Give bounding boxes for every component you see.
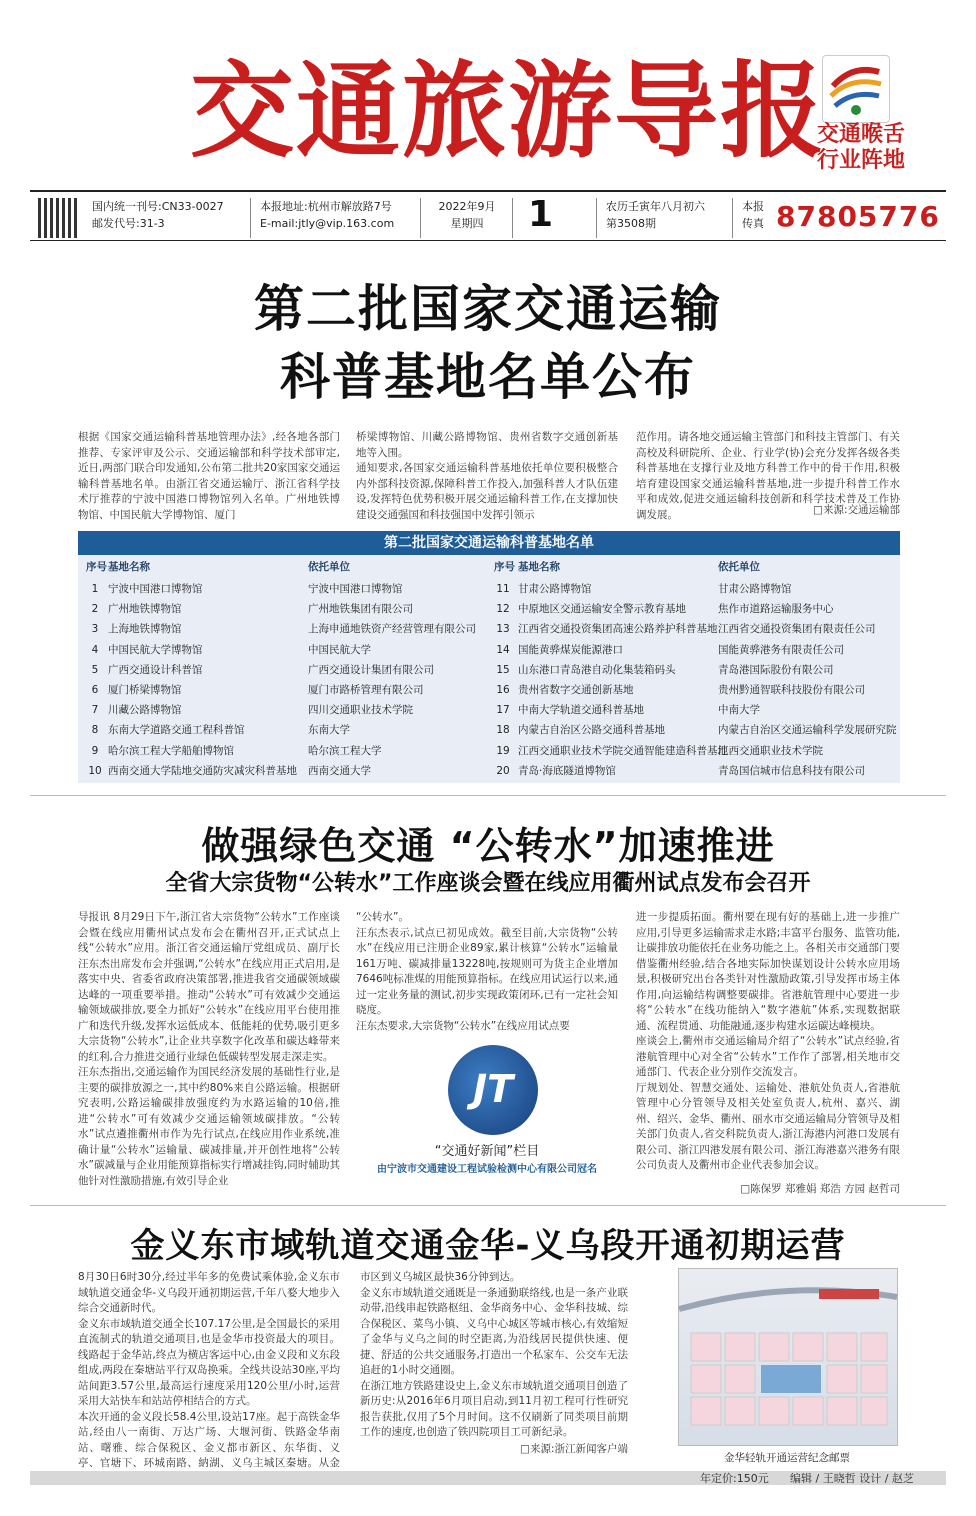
table-cell: 上海地铁博物馆 (108, 623, 182, 636)
base-list-table (78, 555, 900, 783)
table-cell: 8 (91, 724, 99, 737)
table-cell: 焦作市道路运输服务中心 (718, 603, 834, 616)
table-cell: 青岛·海底隧道博物馆 (518, 764, 616, 777)
table-row (78, 619, 900, 639)
table-row (78, 741, 900, 761)
table-cell: 中原地区交通运输安全警示教育基地 (518, 603, 686, 616)
divider (512, 198, 513, 238)
lunar-date: 农历壬寅年八月初六 (606, 200, 705, 213)
table-cell: 14 (496, 643, 510, 656)
table-cell: 广西交通设计科普馆 (108, 663, 203, 676)
divider (732, 198, 733, 238)
table-title: 第二批国家交通运输科普基地名单 (78, 531, 900, 555)
badge-sponsor: 由宁波市交通建设工程试验检测中心有限公司冠名 (377, 1164, 597, 1175)
table-cell: 青岛港国际股份有限公司 (718, 663, 834, 676)
article2-column3: 进一步提质拓面。衢州要在现有好的基础上,进一步推广应用,引导更多运输需求走水路;丰富平台服务、监管功能,让碳排放功能依托在业务功能之上。各相关市交通部门要借鉴衢州经验,结合各地实际加快谋划设计公转水应用场景,积极研究出台各类针对性激励政策,引导发挥市场主体作用,向运输结构调整要碳排。省港航管理中心要进一步将“公转水”在线功能纳入“数字港航”体系,实现数据联通、流程贯通、功能融通,逐步构建水运碳达峰模块。 座谈会上,衢州市交通运输局介绍了“公转水”试点经验,省港航管理中心对全省“公转水”工作作了部署,相关地市交通部门、代表企业分别作交流发言。 厅规划处、智慧交通处、运输处、港航处负责人,省港航管理中心分管领导及相关处室负责人,杭州、嘉兴、湖州、绍兴、金华、衢州、丽水市交通运输局分管领导及相关部门负责人,省交科院负责人,浙江海港内河港口发展有限公司、浙江四港发展有限公司、浙江海港嘉兴港务有限公司负责人及衢州市企业代表参加会议。 (636, 911, 900, 1171)
badge-caption: “交通好新闻”栏目 (434, 1144, 540, 1159)
table-cell: 中国民航大学 (308, 643, 371, 656)
header-rule-bottom (30, 240, 946, 241)
divider (420, 198, 421, 238)
divider (596, 198, 597, 238)
article1-headline: 第二批国家交通运输 (254, 280, 722, 338)
issue-period: 第3508期 (606, 217, 656, 230)
article2-column2: “公转水”。 汪东杰表示,试点已初见成效。截至目前,大宗货物“公转水”在线应用已注册企业89家,累计核算“公转水”运输量161万吨、碳减排量13228吨,按规则可为货主企业增加7646吨标准煤的用能预算指标。在线应用试运行以来,通过一定业务量的测试,初步实现政策闭环,已有一定社会知晓度。 汪东杰要求,大宗货物“公转水”在线应用试点要 (356, 911, 618, 1032)
table-row (78, 599, 900, 619)
table-cell: 四川交通职业技术学院 (308, 704, 413, 717)
table-header-cell: 序号 (86, 561, 107, 573)
issue-weekday: 星期四 (450, 217, 484, 230)
article3-source: □来源:浙江新闻客户端 (520, 1443, 628, 1455)
table-cell: 5 (91, 663, 99, 676)
table-cell: 江西交通职业技术学院交通智能建造科普基地 (518, 744, 728, 757)
fax-label-1: 本报 (742, 200, 764, 213)
stamp-sheet-image (678, 1268, 898, 1446)
table-cell: 西南交通大学 (308, 764, 371, 777)
table-cell: 国能黄骅港务有限责任公司 (718, 643, 844, 656)
date-info (432, 198, 502, 236)
table-cell: 15 (496, 663, 510, 676)
table-cell: 川藏公路博物馆 (108, 704, 182, 717)
article2-column1: 导报讯 8月29日下午,浙江省大宗货物“公转水”工作座谈会暨在线应用衢州试点发布会在衢州召开,正式试点上线“公转水”应用。浙江省交通运输厅党组成员、副厅长汪东杰出席发布会并强调,“公转水”在线应用正式启用,是落实中央、省委省政府决策部署,推进我省交通碳领域碳达峰的一项重要举措。推动“公转水”可有效减少交通运输领域碳排放,要全力抓好“公转水”在线应用平台使用推广和迭代升级,发挥水运低成本、低能耗的优势,吸引更多大宗货物“公转水”,让企业共享数字化改革和碳达峰带来的红利,合力推进交通行业绿色低碳转型发展走深走实。 汪东杰指出,交通运输作为国民经济发展的基础性行业,是主要的碳排放源之一,其中约80%来自公路运输。根据研究表明,公路运输碳排放强度约为水路运输的10倍,推进“公转水”可有效减少交通运输领域碳排放。“公转水”试点遴推衢州市作为先行试点,在线应用作业系统,准确计量“公转水”运输量、碳减排量,并开创性地将“公转水”碳减量与企业用能预算指标实行增减挂钩,同时辅助其他针对性激励措施,有效引导企业 (78, 911, 340, 1187)
table-cell: 17 (496, 704, 510, 717)
article3-column1: 8月30日6时30分,经过半年多的免费试乘体验,金义东市域轨道交通金华-义乌段开通初期运营,千年八婺大地步入综合交通新时代。 金义东市域轨道交通全长107.17公里,是全国最长的采用直流制式的轨道交通项目,也是金华市投资最大的项目。线路起于金华站,终点为横店客运中心,由金义段和义东段组成,两段在秦塘站平行双岛换乘。全线共设站30座,平均站间距3.57公里,最高运行速度采用120公里/小时,运营采用大站快车和站站停相结合的方式。 本次开通的金义段长58.4公里,设站17座。起于高铁金华站,经由八一南街、万达广场、大堰河街、铁路金华南站、曙雅、综合保税区、金义都市新区、东华街、义亭、官塘下、环城南路、納湖、义乌主城区秦塘。从金 (78, 1271, 340, 1469)
fax-label (742, 198, 764, 236)
table-cell: 国能黄骅煤炭能源港口 (518, 643, 623, 656)
article1-column1: 根据《国家交通运输科普基地管理办法》,经各地各部门推荐、专家评审及公示、交通运输部和科学技术部审定,近日,两部门联合印发通知,公布第二批共20家国家交通运输科普基地名单。由浙江省交通运输厅、浙江省科学技术厅推荐的宁波中国港口博物馆列入名单。广州地铁博物馆、中国民航大学博物馆、厦门 (78, 431, 340, 521)
table-cell: 6 (91, 684, 99, 696)
table-cell: 1 (91, 583, 99, 595)
lunar-info (606, 198, 705, 236)
article3-column2: 市区到义乌城区最快36分钟到达。 金义东市域轨道交通既是一条通勤联络线,也是一条产业联动带,沿线串起铁路枢纽、金华商务中心、金华科技城、综合保税区、菜鸟小镇、义乌中心城区等城市核心,有效缩短了金华与义乌之间的时空距离,为沿线居民提供快速、便捷、舒适的公共交通服务,打造出一个私家车、公交车无法追赶的1小时交通圈。 在浙江地方铁路建设史上,金义东市域轨道交通项目创造了新历史:从2016年6月项目启动,到11月初工程可行性研究报告获批,仅用了5个月时间。这不仅刷新了同类项目前期工作的速度,也创造了铁四院项目工可新纪录。 (360, 1271, 628, 1438)
section-divider (30, 795, 946, 796)
table-cell: 江西交通职业技术学院 (718, 744, 823, 757)
fax-label-2: 传真 (742, 217, 764, 230)
article1-column3: 范作用。请各地交通运输主管部门和科技主管部门、有关高校及科研院所、企业、行业学(协)会充分发挥各级各类科普基地在支撑行业及地方科普工作中的骨干作用,积极培育建设国家交通运输科普基地,进一步提升科普工作水平和成效,促进交通运输科技创新和科学技术普及工作协调发展。 (636, 431, 900, 521)
stamp-sheet-illustration (679, 1269, 897, 1445)
article3-headline: 金义东市域轨道交通金华-义乌段开通初期运营 (130, 1226, 846, 1266)
table-cell: 13 (496, 623, 510, 636)
table-cell: 西南交通大学陆地交通防灾减灾科普基地 (108, 764, 297, 777)
good-news-badge-icon (448, 1045, 538, 1135)
table-row (78, 680, 900, 700)
table-cell: 3 (91, 623, 99, 636)
table-cell: 广西交通设计集团有限公司 (308, 663, 434, 676)
section-divider (30, 1205, 946, 1206)
annual-price: 年定价:150元 (700, 1472, 769, 1485)
table-cell: 内蒙古自治区交通运输科学发展研究院 (718, 724, 897, 737)
table-cell: 山东港口青岛港自动化集装箱码头 (518, 663, 676, 676)
table-header-cell: 序号 (494, 561, 515, 573)
table-cell: 广州地铁博物馆 (108, 603, 182, 616)
table-header-row (78, 557, 900, 577)
table-row (78, 579, 900, 599)
article2-headline: 做强绿色交通 “公转水”加速推进 (201, 824, 775, 868)
table-cell: 广州地铁集团有限公司 (308, 603, 413, 616)
table-cell: 2 (91, 603, 99, 616)
article1-source: □来源:交通运输部 (813, 504, 900, 516)
table-cell: 贵州黔通智联科技股份有限公司 (718, 684, 865, 696)
issue-date: 2022年9月 (438, 200, 496, 213)
divider (250, 198, 251, 238)
cn-number: 国内统一刊号:CN33-0027 (92, 200, 224, 213)
table-cell: 中南大学轨道交通科普基地 (518, 704, 644, 717)
table-cell: 厦门市路桥管理有限公司 (308, 684, 424, 696)
table-header-cell: 基地名称 (108, 561, 150, 573)
article2-subheadline: 全省大宗货物“公转水”工作座谈会暨在线应用衢州试点发布会召开 (165, 871, 811, 896)
table-row (78, 720, 900, 740)
table-cell: 宁波中国港口博物馆 (108, 583, 203, 595)
table-cell: 贵州省数字交通创新基地 (518, 684, 634, 696)
table-cell: 哈尔滨工程大学船舶博物馆 (108, 744, 234, 757)
header-rule-top (30, 190, 946, 192)
newspaper-logo-icon (822, 55, 890, 123)
table-cell: 10 (88, 764, 102, 777)
badge-letter: JT (472, 1067, 514, 1111)
table-cell: 东南大学道路交通工程科普馆 (108, 724, 245, 737)
qr-code-icon (38, 198, 80, 238)
address-info (260, 198, 394, 236)
postal-code: 邮发代号:31-3 (92, 217, 165, 230)
table-row (78, 761, 900, 781)
table-cell: 19 (496, 744, 510, 757)
fax-number: 87805776 (776, 200, 940, 233)
newspaper-masthead: 交通旅游导报 (190, 50, 827, 172)
table-cell: 18 (496, 724, 510, 737)
email: E-mail:jtly@vip.163.com (260, 217, 395, 230)
table-cell: 东南大学 (308, 724, 350, 737)
table-cell: 12 (496, 603, 510, 616)
address: 本报地址:杭州市解放路7号 (260, 200, 392, 213)
table-row (78, 700, 900, 720)
table-cell: 甘肃公路博物馆 (718, 583, 792, 595)
article1-headline-line2: 科普基地名单公布 (280, 348, 696, 406)
publication-info (92, 198, 224, 236)
table-cell: 中南大学 (718, 704, 760, 717)
masthead-slogan (796, 122, 926, 174)
table-cell: 甘肃公路博物馆 (518, 583, 592, 595)
table-cell: 青岛国信城市信息科技有限公司 (718, 764, 865, 777)
table-cell: 哈尔滨工程大学 (308, 744, 382, 757)
table-header-cell: 依托单位 (308, 561, 350, 573)
table-row (78, 640, 900, 660)
article2-source: □陈保罗 郑雅娟 郑浩 方园 赵哲司 (740, 1183, 900, 1195)
table-cell: 江西省交通投资集团高速公路养护科普基地 (518, 623, 718, 636)
table-cell: 11 (496, 583, 510, 595)
table-cell: 20 (496, 764, 510, 777)
editor-credits: 编辑 / 王晓哲 设计 / 赵芝 (790, 1472, 914, 1485)
table-header-cell: 依托单位 (718, 561, 760, 573)
photo-caption: 金华轻轨开通运营纪念邮票 (724, 1452, 850, 1464)
table-cell: 宁波中国港口博物馆 (308, 583, 403, 595)
table-cell: 16 (496, 684, 510, 696)
table-cell: 4 (91, 643, 99, 656)
table-cell: 上海申通地铁资产经营管理有限公司 (308, 623, 476, 636)
table-cell: 内蒙古自治区公路交通科普基地 (518, 724, 665, 737)
table-header-cell: 基地名称 (518, 561, 560, 573)
table-row (78, 660, 900, 680)
slogan-line: 交通喉舌 (816, 122, 905, 147)
table-cell: 7 (91, 704, 99, 717)
table-cell: 江西省交通投资集团有限责任公司 (718, 623, 876, 636)
slogan-line: 行业阵地 (816, 148, 905, 173)
table-cell: 厦门桥梁博物馆 (108, 684, 182, 696)
table-cell: 中国民航大学博物馆 (108, 643, 203, 656)
article1-column2: 桥梁博物馆、川藏公路博物馆、贵州省数字交通创新基地等入围。 通知要求,各国家交通运输科普基地依托单位要积极整合内外部科技资源,保障科普工作投入,加强科普人才队伍建设,发挥特色优势积极开展交通运输科普工作,在支撑加快建设交通强国和科技强国中发挥引领示 (356, 431, 618, 521)
table-cell: 9 (91, 744, 99, 757)
page-number: 1 (528, 194, 554, 235)
